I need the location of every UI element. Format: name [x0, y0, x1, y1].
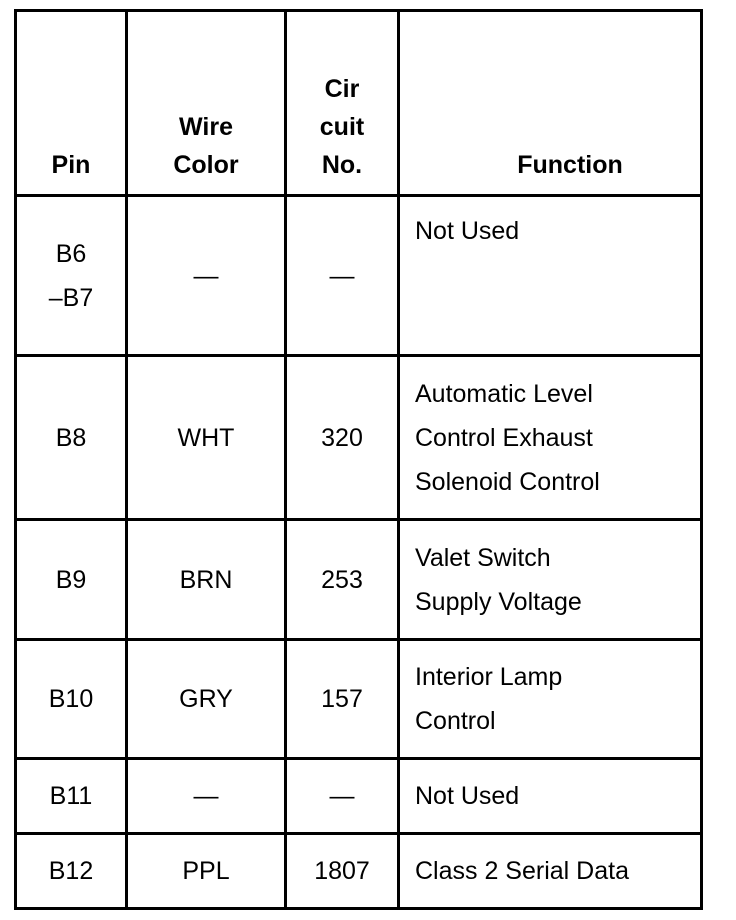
pin-cell: B8: [16, 356, 127, 520]
function-cell: Not Used: [399, 196, 702, 356]
pin-cell: B6 –B7: [16, 196, 127, 356]
wire-color-cell: —: [127, 196, 286, 356]
header-circuit-no: Cir cuit No.: [286, 11, 399, 196]
header-wire-color: Wire Color: [127, 11, 286, 196]
circuit-cell: 253: [286, 520, 399, 640]
table-row: [16, 356, 702, 520]
header-pin: Pin: [16, 11, 127, 196]
table-row: [16, 196, 702, 356]
table-header-row: [16, 11, 702, 196]
function-cell: Valet Switch Supply Voltage: [399, 520, 702, 640]
circuit-cell: 157: [286, 640, 399, 759]
wire-color-cell: —: [127, 759, 286, 834]
table-row: [16, 520, 702, 640]
wire-color-cell: GRY: [127, 640, 286, 759]
table-row: [16, 759, 702, 834]
wire-color-cell: BRN: [127, 520, 286, 640]
connector-pinout-table: [14, 9, 703, 910]
function-cell: Not Used: [399, 759, 702, 834]
pin-cell: B12: [16, 834, 127, 909]
function-cell: Interior Lamp Control: [399, 640, 702, 759]
pin-cell: B11: [16, 759, 127, 834]
circuit-cell: —: [286, 759, 399, 834]
pin-cell: B10: [16, 640, 127, 759]
table-row: [16, 834, 702, 909]
table-row: [16, 640, 702, 759]
circuit-cell: —: [286, 196, 399, 356]
header-function: Function: [399, 11, 702, 196]
circuit-cell: 1807: [286, 834, 399, 909]
pin-cell: B9: [16, 520, 127, 640]
circuit-cell: 320: [286, 356, 399, 520]
function-cell: Automatic Level Control Exhaust Solenoid Control: [399, 356, 702, 520]
wire-color-cell: WHT: [127, 356, 286, 520]
wire-color-cell: PPL: [127, 834, 286, 909]
function-cell: Class 2 Serial Data: [399, 834, 702, 909]
